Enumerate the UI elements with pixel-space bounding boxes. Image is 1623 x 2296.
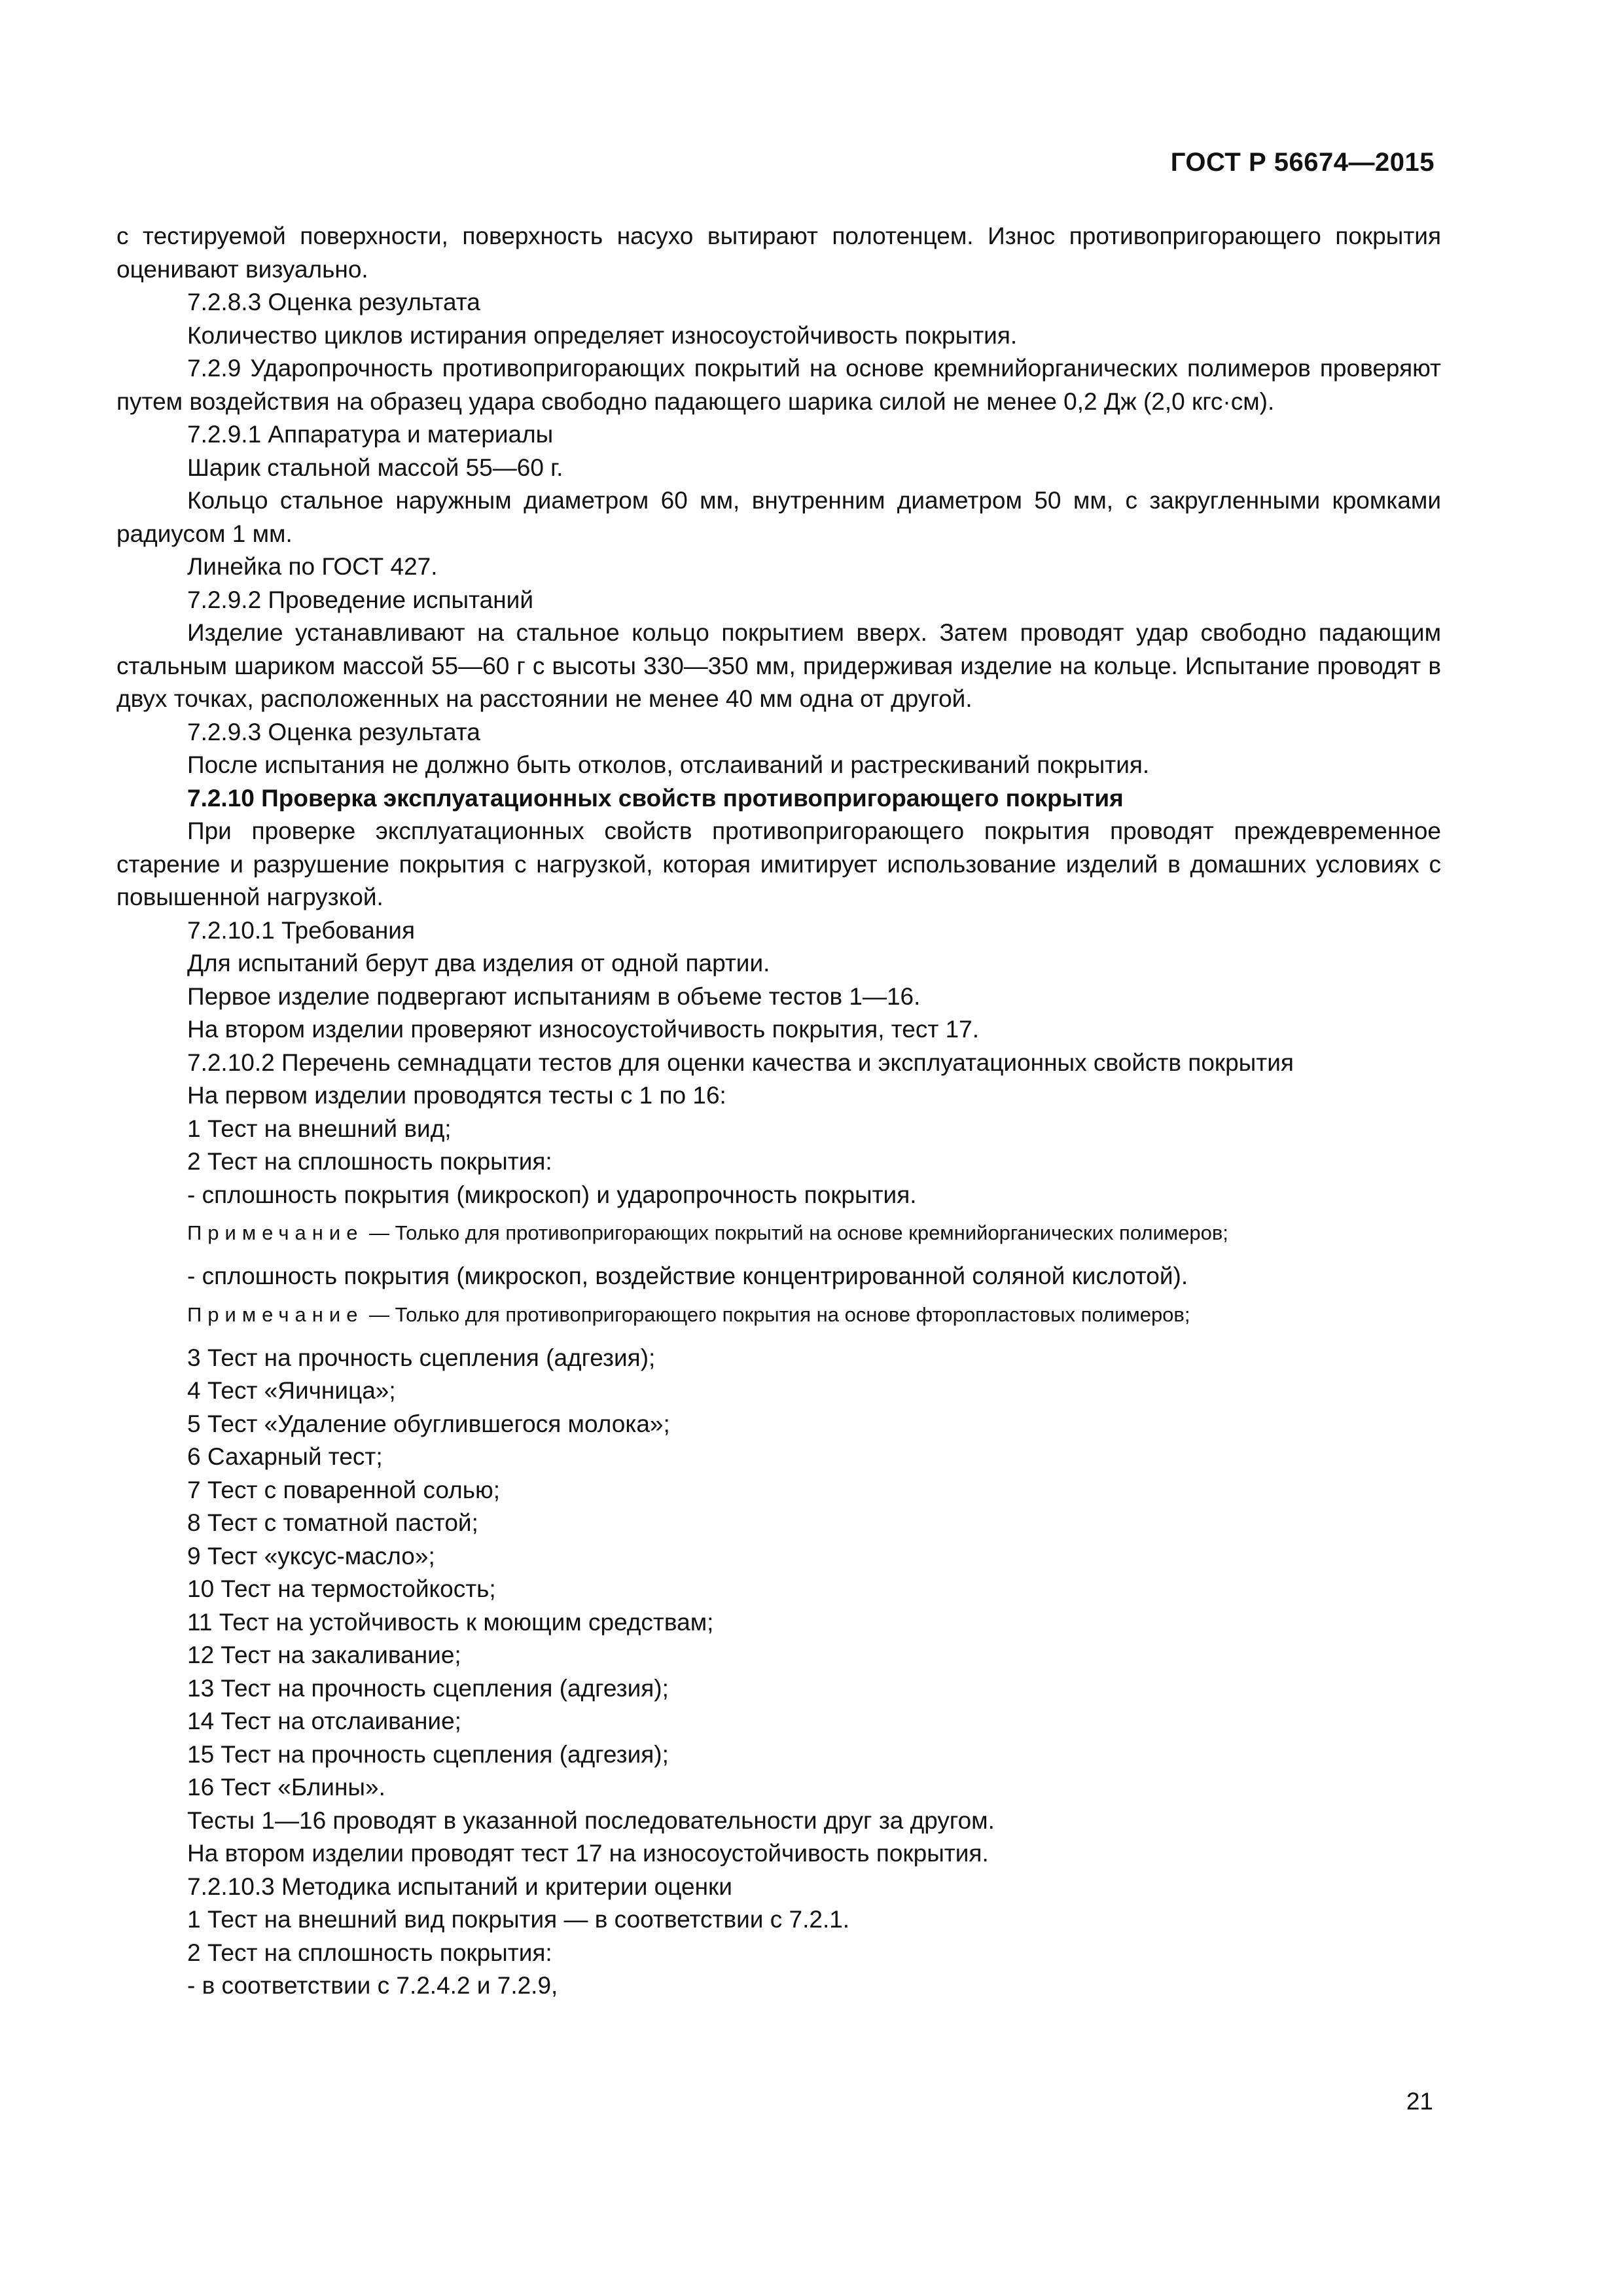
note — [116, 1301, 1441, 1329]
section-heading: 7.2.9.3 Оценка результата — [187, 718, 480, 745]
paragraph: Кольцо стальное наружным диаметром 60 мм, внутренним диаметром 50 мм, с закругленными кромками радиусом 1 мм. — [116, 487, 1441, 547]
document-body — [116, 220, 1441, 2003]
list-item: 10 Тест на термостойкость; — [187, 1575, 496, 1602]
list-item: 13 Тест на прочность сцепления (адгезия); — [187, 1674, 669, 1702]
list-item: 3 Тест на прочность сцепления (адгезия); — [187, 1344, 656, 1371]
paragraph: При проверке эксплуатационных свойств противопригорающего покрытия проводят преждевременное старение и разрушение покрытия с нагрузкой, которая имитирует использование изделий в домашних условиях с повышенной нагрузкой. — [116, 817, 1441, 910]
paragraph: Количество циклов истирания определяет износоустойчивость покрытия. — [187, 321, 1018, 349]
note-text: — Только для противопригорающих покрытий на основе кремнийорганических полимеров; — [363, 1221, 1228, 1244]
dash-item: - сплошность покрытия (микроскоп) и ударопрочность покрытия. — [187, 1181, 917, 1208]
document-number-header: ГОСТ Р 56674—2015 — [1170, 148, 1435, 177]
section-heading: 7.2.10.2 Перечень семнадцати тестов для оценки качества и эксплуатационных свойств покрытия — [187, 1049, 1294, 1076]
list-item: 11 Тест на устойчивость к моющим средствам; — [187, 1608, 714, 1636]
dash-item: - в соответствии с 7.2.4.2 и 7.2.9, — [187, 1972, 558, 1999]
list-item: 8 Тест с томатной пастой; — [187, 1509, 478, 1536]
paragraph: Первое изделие подвергают испытаниям в объеме тестов 1—16. — [187, 982, 921, 1010]
note — [116, 1219, 1441, 1247]
section-heading-bold: 7.2.10 Проверка эксплуатационных свойств противопригорающего покрытия — [187, 784, 1124, 812]
list-item: 2 Тест на сплошность покрытия: — [187, 1939, 552, 1966]
section-heading: 7.2.9.1 Аппаратура и материалы — [187, 421, 554, 448]
list-item: 7 Тест с поваренной солью; — [187, 1476, 501, 1503]
list-item: 4 Тест «Яичница»; — [187, 1377, 396, 1404]
paragraph: Линейка по ГОСТ 427. — [187, 553, 438, 580]
dash-item: - сплошность покрытия (микроскоп, воздействие концентрированной соляной кислотой). — [187, 1263, 1188, 1289]
list-item: 6 Сахарный тест; — [187, 1443, 383, 1470]
paragraph: На первом изделии проводятся тесты с 1 по 16: — [187, 1082, 726, 1109]
list-item: 12 Тест на закаливание; — [187, 1641, 461, 1668]
list-item: 1 Тест на внешний вид; — [187, 1115, 452, 1142]
paragraph: Изделие устанавливают на стальное кольцо покрытием вверх. Затем проводят удар свободно падающим стальным шариком массой 55—60 г с высоты 330—350 мм, придерживая изделие на кольце. Испытание проводят в двух точках, расположенных на расстоянии не менее 40 мм одна от другой. — [116, 619, 1441, 712]
list-item: 15 Тест на прочность сцепления (адгезия); — [187, 1740, 669, 1768]
list-item: 14 Тест на отслаивание; — [187, 1708, 461, 1734]
section-heading: 7.2.10.1 Требования — [187, 916, 415, 944]
note-label: Примечание — [187, 1221, 364, 1244]
section-heading: 7.2.8.3 Оценка результата — [187, 289, 480, 315]
paragraph: Для испытаний берут два изделия от одной партии. — [187, 950, 770, 977]
paragraph: 7.2.9 Ударопрочность противопригорающих покрытий на основе кремнийорганических полимеров проверяют путем воздействия на образец удара свободно падающего шарика силой не менее 0,2 Дж (2,0 кгс·см). — [116, 355, 1441, 415]
section-heading: 7.2.9.2 Проведение испытаний — [187, 586, 533, 613]
paragraph: с тестируемой поверхности, поверхность насухо вытирают полотенцем. Износ противопригорающего покрытия оценивают визуально. — [116, 223, 1441, 283]
list-item: 9 Тест «уксус-масло»; — [187, 1542, 435, 1570]
paragraph: На втором изделии проводят тест 17 на износоустойчивость покрытия. — [187, 1840, 989, 1867]
page-number: 21 — [1406, 2088, 1433, 2115]
list-item: 5 Тест «Удаление обуглившегося молока»; — [187, 1410, 670, 1437]
section-heading: 7.2.10.3 Методика испытаний и критерии оценки — [187, 1873, 732, 1900]
paragraph: Шарик стальной массой 55—60 г. — [187, 454, 563, 481]
list-item: 1 Тест на внешний вид покрытия — в соответствии с 7.2.1. — [187, 1906, 850, 1933]
paragraph: На втором изделии проверяют износоустойчивость покрытия, тест 17. — [187, 1016, 980, 1043]
paragraph: Тесты 1—16 проводят в указанной последовательности друг за другом. — [187, 1806, 995, 1834]
list-item: 2 Тест на сплошность покрытия: — [187, 1148, 552, 1175]
note-text: — Только для противопригорающего покрытия на основе фторопластовых полимеров; — [363, 1302, 1190, 1326]
paragraph: После испытания не должно быть отколов, отслаиваний и растрескиваний покрытия. — [187, 751, 1150, 778]
note-label: Примечание — [187, 1302, 364, 1326]
list-item: 16 Тест «Блины». — [187, 1774, 385, 1801]
